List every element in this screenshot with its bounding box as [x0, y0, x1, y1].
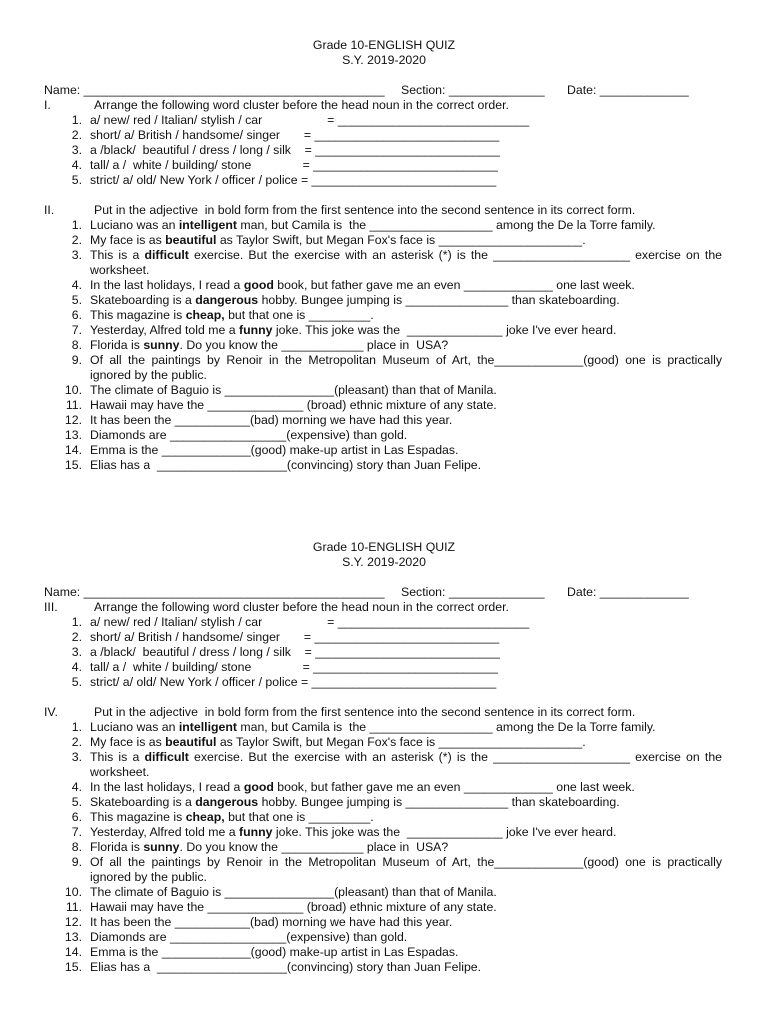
bold-adjective: dangerous — [195, 293, 259, 307]
school-year: S.Y. 2019-2020 — [342, 555, 426, 569]
sentence-start: In the last holidays, I read a — [90, 278, 244, 292]
item-number: 7. — [71, 825, 82, 839]
section-field[interactable]: Section: ______________ — [401, 585, 545, 599]
sentence-start: Skateboarding is a — [90, 795, 196, 809]
word-order-item — [0, 630, 768, 645]
item-number: 11. — [65, 398, 82, 412]
bold-adjective: difficult — [144, 750, 189, 764]
item-number: 9. — [71, 855, 82, 869]
part-2-heading — [0, 203, 768, 218]
bold-adjective: dangerous — [195, 795, 259, 809]
item-sentence[interactable] — [90, 338, 448, 352]
adjective-item — [0, 855, 768, 885]
item-number: 3. — [71, 248, 82, 262]
sentence-start: Emma is the _____________(good) make-up artist in Las Espadas. — [90, 945, 459, 959]
item-number: 4. — [71, 278, 82, 292]
name-field[interactable]: Name: ____________________________________________ — [44, 585, 385, 599]
adjective-item — [0, 810, 768, 825]
sentence-start: Of all the paintings by Renoir in the Metropolitan Museum of Art, the_____________(good) one is practically ignored by the public. — [90, 353, 722, 382]
part-1-instruction: Arrange the following word cluster before the head noun in the correct order. — [94, 600, 509, 614]
item-sentence[interactable] — [90, 428, 407, 442]
item-sentence[interactable] — [90, 248, 722, 278]
item-sentence[interactable] — [90, 218, 656, 232]
adjective-list — [0, 218, 768, 473]
word-order-item — [0, 158, 768, 173]
adjective-item — [0, 293, 768, 308]
sentence-end: hobby. Bungee jumping is _______________ than skateboarding. — [258, 293, 620, 307]
word-order-item — [0, 113, 768, 128]
item-number: 5. — [71, 675, 82, 689]
item-text[interactable]: short/ a/ British / handsome/ singer = ___________________________ — [90, 128, 500, 142]
part-2-instruction: Put in the adjective in bold form from the first sentence into the second sentence in its correct form. — [94, 705, 636, 719]
item-number: 3. — [71, 645, 82, 659]
word-order-item — [0, 615, 768, 630]
item-sentence[interactable] — [90, 398, 497, 412]
bold-adjective: cheap, — [185, 810, 225, 824]
item-number: 8. — [71, 338, 82, 352]
item-text[interactable]: short/ a/ British / handsome/ singer = ___________________________ — [90, 630, 500, 644]
date-field[interactable]: Date: _____________ — [567, 83, 689, 97]
item-number: 8. — [71, 840, 82, 854]
item-sentence[interactable] — [90, 720, 656, 734]
item-number: 10. — [64, 383, 82, 397]
quiz-title: Grade 10-ENGLISH QUIZ — [312, 38, 456, 52]
item-number: 14. — [64, 443, 82, 457]
adjective-item — [0, 323, 768, 338]
item-sentence[interactable] — [90, 443, 458, 457]
item-sentence[interactable] — [90, 855, 722, 885]
adjective-item — [0, 278, 768, 293]
student-info-row — [0, 83, 768, 98]
adjective-item — [0, 383, 768, 398]
sentence-start: It has been the ___________(bad) morning we have had this year. — [90, 413, 453, 427]
sentence-start: It has been the ___________(bad) morning we have had this year. — [90, 915, 453, 929]
sentence-end: exercise. But the exercise with an asterisk (*) is the ____________________ exercise on the worksheet. — [90, 750, 722, 779]
sentence-end: man, but Camila is the __________________ among the De la Torre family. — [236, 218, 656, 232]
date-field[interactable]: Date: _____________ — [567, 585, 689, 599]
item-number: 3. — [71, 143, 82, 157]
item-number: 1. — [71, 113, 82, 127]
word-order-list — [0, 615, 768, 690]
item-text[interactable]: a /black/ beautiful / dress / long / silk = ___________________________ — [90, 143, 500, 157]
bold-adjective: difficult — [144, 248, 189, 262]
item-sentence[interactable] — [90, 900, 497, 914]
item-number: 12. — [64, 915, 82, 929]
adjective-item — [0, 825, 768, 840]
word-order-item — [0, 675, 768, 690]
bold-adjective: intelligent — [178, 720, 237, 734]
adjective-item — [0, 915, 768, 930]
sentence-start: Emma is the _____________(good) make-up artist in Las Espadas. — [90, 443, 459, 457]
bold-adjective: intelligent — [178, 218, 237, 232]
item-text[interactable]: a/ new/ red / Italian/ stylish / car = ____________________________ — [90, 113, 530, 127]
item-sentence[interactable] — [90, 945, 458, 959]
item-number: 14. — [64, 945, 82, 959]
item-text[interactable]: tall/ a / white / building/ stone = ___________________________ — [90, 660, 498, 674]
item-number: 2. — [71, 630, 82, 644]
bold-adjective: sunny — [143, 338, 180, 352]
part-2-numeral: IV. — [44, 705, 58, 719]
adjective-item — [0, 900, 768, 915]
item-number: 2. — [71, 233, 82, 247]
sentence-start: Skateboarding is a — [90, 293, 196, 307]
sentence-start: My face is as — [90, 233, 166, 247]
item-sentence[interactable] — [90, 750, 722, 780]
sentence-end: joke. This joke was the ______________ joke I've ever heard. — [272, 825, 617, 839]
adjective-item — [0, 233, 768, 248]
sentence-end: book, but father gave me an even _____________ one last week. — [273, 780, 635, 794]
quiz-sheet-1 — [0, 38, 768, 473]
item-number: 11. — [65, 900, 82, 914]
sentence-start: This magazine is — [90, 810, 186, 824]
bold-adjective: beautiful — [165, 233, 217, 247]
item-number: 1. — [71, 720, 82, 734]
section-field[interactable]: Section: ______________ — [401, 83, 545, 97]
item-text[interactable]: a/ new/ red / Italian/ stylish / car = ____________________________ — [90, 615, 530, 629]
sentence-start: This is a — [90, 750, 145, 764]
item-number: 6. — [71, 810, 82, 824]
sentence-start: Florida is — [90, 840, 144, 854]
part-1-numeral: I. — [44, 98, 51, 112]
adjective-item — [0, 353, 768, 383]
word-order-item — [0, 143, 768, 158]
adjective-item — [0, 458, 768, 473]
item-sentence[interactable] — [90, 915, 452, 929]
item-number: 5. — [71, 795, 82, 809]
bold-adjective: good — [243, 278, 274, 292]
item-number: 15. — [64, 458, 82, 472]
item-sentence[interactable] — [90, 383, 497, 397]
item-sentence[interactable] — [90, 413, 452, 427]
adjective-item — [0, 720, 768, 735]
item-sentence[interactable] — [90, 810, 374, 824]
sentence-start: Hawaii may have the ______________ (broad) ethnic mixture of any state. — [90, 900, 497, 914]
adjective-item — [0, 248, 768, 278]
item-sentence[interactable] — [90, 840, 448, 854]
item-sentence[interactable] — [90, 278, 635, 292]
sentence-end: but that one is _________. — [224, 308, 374, 322]
adjective-item — [0, 428, 768, 443]
item-number: 4. — [71, 660, 82, 674]
name-field[interactable]: Name: ____________________________________________ — [44, 83, 385, 97]
item-number: 4. — [71, 158, 82, 172]
part-2-numeral: II. — [44, 203, 55, 217]
item-number: 15. — [64, 960, 82, 974]
item-number: 2. — [71, 735, 82, 749]
item-number: 13. — [64, 930, 82, 944]
sentence-end: joke. This joke was the ______________ joke I've ever heard. — [272, 323, 617, 337]
item-number: 5. — [71, 173, 82, 187]
item-sentence[interactable] — [90, 293, 620, 307]
word-order-item — [0, 660, 768, 675]
part-2-heading — [0, 705, 768, 720]
bold-adjective: funny — [239, 323, 273, 337]
part-1-instruction: Arrange the following word cluster before the head noun in the correct order. — [94, 98, 509, 112]
bold-adjective: funny — [239, 825, 273, 839]
sentence-start: Elias has a ___________________(convincing) story than Juan Felipe. — [90, 960, 482, 974]
sentence-start: Of all the paintings by Renoir in the Metropolitan Museum of Art, the_____________(good) one is practically ignored by the public. — [90, 855, 722, 884]
item-sentence[interactable] — [90, 780, 635, 794]
adjective-item — [0, 780, 768, 795]
student-info-row — [0, 585, 768, 600]
sentence-start: Florida is — [90, 338, 144, 352]
word-order-item — [0, 173, 768, 188]
item-sentence[interactable] — [90, 795, 620, 809]
item-sentence[interactable] — [90, 735, 586, 749]
item-text[interactable]: strict/ a/ old/ New York / officer / police = ___________________________ — [90, 173, 497, 187]
item-sentence[interactable] — [90, 930, 407, 944]
item-number: 12. — [64, 413, 82, 427]
adjective-item — [0, 795, 768, 810]
item-number: 4. — [71, 780, 82, 794]
sentence-end: book, but father gave me an even _____________ one last week. — [273, 278, 635, 292]
bold-adjective: good — [243, 780, 274, 794]
part-1-heading — [0, 600, 768, 615]
item-text[interactable]: strict/ a/ old/ New York / officer / police = ___________________________ — [90, 675, 497, 689]
item-sentence[interactable] — [90, 353, 722, 383]
adjective-item — [0, 308, 768, 323]
item-number: 3. — [71, 750, 82, 764]
adjective-item — [0, 945, 768, 960]
item-sentence[interactable] — [90, 458, 481, 472]
bold-adjective: sunny — [143, 840, 180, 854]
adjective-item — [0, 930, 768, 945]
item-number: 2. — [71, 128, 82, 142]
sentence-end: exercise. But the exercise with an asterisk (*) is the ____________________ exercise on the worksheet. — [90, 248, 722, 277]
sentence-end: hobby. Bungee jumping is _______________ than skateboarding. — [258, 795, 620, 809]
sentence-start: Diamonds are _________________(expensive) than gold. — [90, 428, 408, 442]
item-number: 9. — [71, 353, 82, 367]
adjective-item — [0, 218, 768, 233]
item-sentence[interactable] — [90, 960, 481, 974]
item-number: 1. — [71, 218, 82, 232]
word-order-item — [0, 645, 768, 660]
item-number: 7. — [71, 323, 82, 337]
item-sentence[interactable] — [90, 885, 497, 899]
adjective-list — [0, 720, 768, 975]
adjective-item — [0, 338, 768, 353]
sentence-start: Yesterday, Alfred told me a — [90, 323, 240, 337]
part-2-instruction: Put in the adjective in bold form from the first sentence into the second sentence in its correct form. — [94, 203, 636, 217]
part-1-heading — [0, 98, 768, 113]
adjective-item — [0, 398, 768, 413]
sentence-start: Elias has a ___________________(convincing) story than Juan Felipe. — [90, 458, 482, 472]
sentence-start: Yesterday, Alfred told me a — [90, 825, 240, 839]
adjective-item — [0, 960, 768, 975]
sentence-start: This is a — [90, 248, 145, 262]
bold-adjective: cheap, — [185, 308, 225, 322]
item-number: 5. — [71, 293, 82, 307]
adjective-item — [0, 750, 768, 780]
item-sentence[interactable] — [90, 825, 616, 839]
word-order-list — [0, 113, 768, 188]
item-number: 10. — [64, 885, 82, 899]
item-text[interactable]: tall/ a / white / building/ stone = ___________________________ — [90, 158, 498, 172]
item-sentence[interactable] — [90, 323, 616, 337]
adjective-item — [0, 735, 768, 750]
sentence-end: as Taylor Swift, but Megan Fox's face is _____________________. — [216, 233, 586, 247]
sentence-end: but that one is _________. — [224, 810, 374, 824]
sentence-start: In the last holidays, I read a — [90, 780, 244, 794]
item-number: 1. — [71, 615, 82, 629]
item-sentence[interactable] — [90, 308, 374, 322]
sentence-start: Diamonds are _________________(expensive) than gold. — [90, 930, 408, 944]
word-order-item — [0, 128, 768, 143]
adjective-item — [0, 443, 768, 458]
adjective-item — [0, 885, 768, 900]
sentence-end: . Do you know the ____________ place in USA? — [179, 840, 449, 854]
item-sentence[interactable] — [90, 233, 586, 247]
adjective-item — [0, 840, 768, 855]
item-text[interactable]: a /black/ beautiful / dress / long / silk = ___________________________ — [90, 645, 500, 659]
sentence-start: Luciano was an — [90, 218, 179, 232]
adjective-item — [0, 413, 768, 428]
sentence-start: The climate of Baguio is ________________(pleasant) than that of Manila. — [90, 383, 497, 397]
sentence-start: This magazine is — [90, 308, 186, 322]
item-number: 13. — [64, 428, 82, 442]
quiz-sheet-2 — [0, 540, 768, 975]
sentence-end: as Taylor Swift, but Megan Fox's face is _____________________. — [216, 735, 586, 749]
sentence-end: . Do you know the ____________ place in USA? — [179, 338, 449, 352]
school-year: S.Y. 2019-2020 — [342, 53, 426, 67]
sentence-start: Luciano was an — [90, 720, 179, 734]
part-1-numeral: III. — [44, 600, 58, 614]
sentence-end: man, but Camila is the __________________ among the De la Torre family. — [236, 720, 656, 734]
sentence-start: Hawaii may have the ______________ (broad) ethnic mixture of any state. — [90, 398, 497, 412]
sentence-start: My face is as — [90, 735, 166, 749]
bold-adjective: beautiful — [165, 735, 217, 749]
quiz-title: Grade 10-ENGLISH QUIZ — [312, 540, 456, 554]
item-number: 6. — [71, 308, 82, 322]
sentence-start: The climate of Baguio is ________________(pleasant) than that of Manila. — [90, 885, 497, 899]
